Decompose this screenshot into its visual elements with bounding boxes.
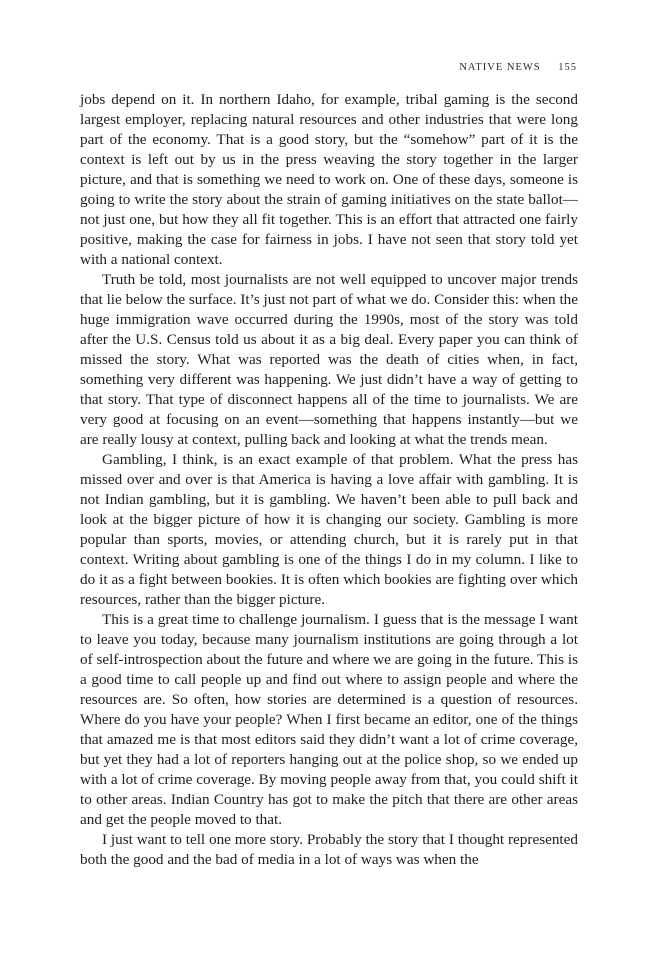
running-head-section: NATIVE NEWS — [459, 62, 541, 73]
body-text — [80, 90, 578, 870]
paragraph: I just want to tell one more story. Probably the story that I thought represented both the good and the bad of media in a lot of ways was when the — [80, 831, 578, 868]
running-head — [459, 62, 577, 73]
paragraph: This is a great time to challenge journalism. I guess that is the message I want to leave you today, because many journalism institutions are going through a lot of self-introspection about the future and where we are going in the future. This is a good time to call people up and find out where to assign people and where the resources are. So often, how stories are determined is a question of resources. Where do you have your people? When I first became an editor, one of the things that amazed me is that most editors said they didn’t want a lot of crime coverage, but yet they had a lot of reporters hanging out at the police shop, so we ended up with a lot of crime coverage. By moving people away from that, you could shift it to other areas. Indian Country has got to make the pitch that there are other areas and get the people moved to that. — [80, 611, 578, 828]
paragraph: Gambling, I think, is an exact example of that problem. What the press has missed over and over is that America is having a love affair with gambling. It is not Indian gambling, but it is gambling. We haven’t been able to pull back and look at the bigger picture of how it is changing our society. Gambling is more popular than sports, movies, or attending church, but it is rarely put in that context. Writing about gambling is one of the things I do in my column. I like to do it as a fight between bookies. It is often which bookies are fighting over which resources, rather than the bigger picture. — [80, 451, 578, 608]
paragraph-continued: jobs depend on it. In northern Idaho, for example, tribal gaming is the second largest employer, replacing natural resources and other industries that were long part of the economy. That is a good story, but the “somehow” part of it is the context is left out by us in the press weaving the story together in the larger picture, and that is something we need to work on. One of these days, someone is going to write the story about the strain of gaming initiatives on the state ballot—not just one, but how they all fit together. This is an effort that attracted one fairly positive, making the case for fairness in jobs. I have not seen that story told yet with a national context. — [80, 91, 578, 268]
page-number: 155 — [558, 62, 577, 73]
paragraph: Truth be told, most journalists are not well equipped to uncover major trends that lie below the surface. It’s just not part of what we do. Consider this: when the huge immigration wave occurred during the 1990s, most of the story was told after the U.S. Census told us about it as a big deal. Every paper you can think of missed the story. What was reported was the death of cities when, in fact, something very different was happening. We just didn’t have a way of getting to that story. That type of disconnect happens all of the time to journalists. We are very good at focusing on an event—something that happens instantly—but we are really lousy at context, pulling back and looking at what the trends mean. — [80, 271, 578, 448]
